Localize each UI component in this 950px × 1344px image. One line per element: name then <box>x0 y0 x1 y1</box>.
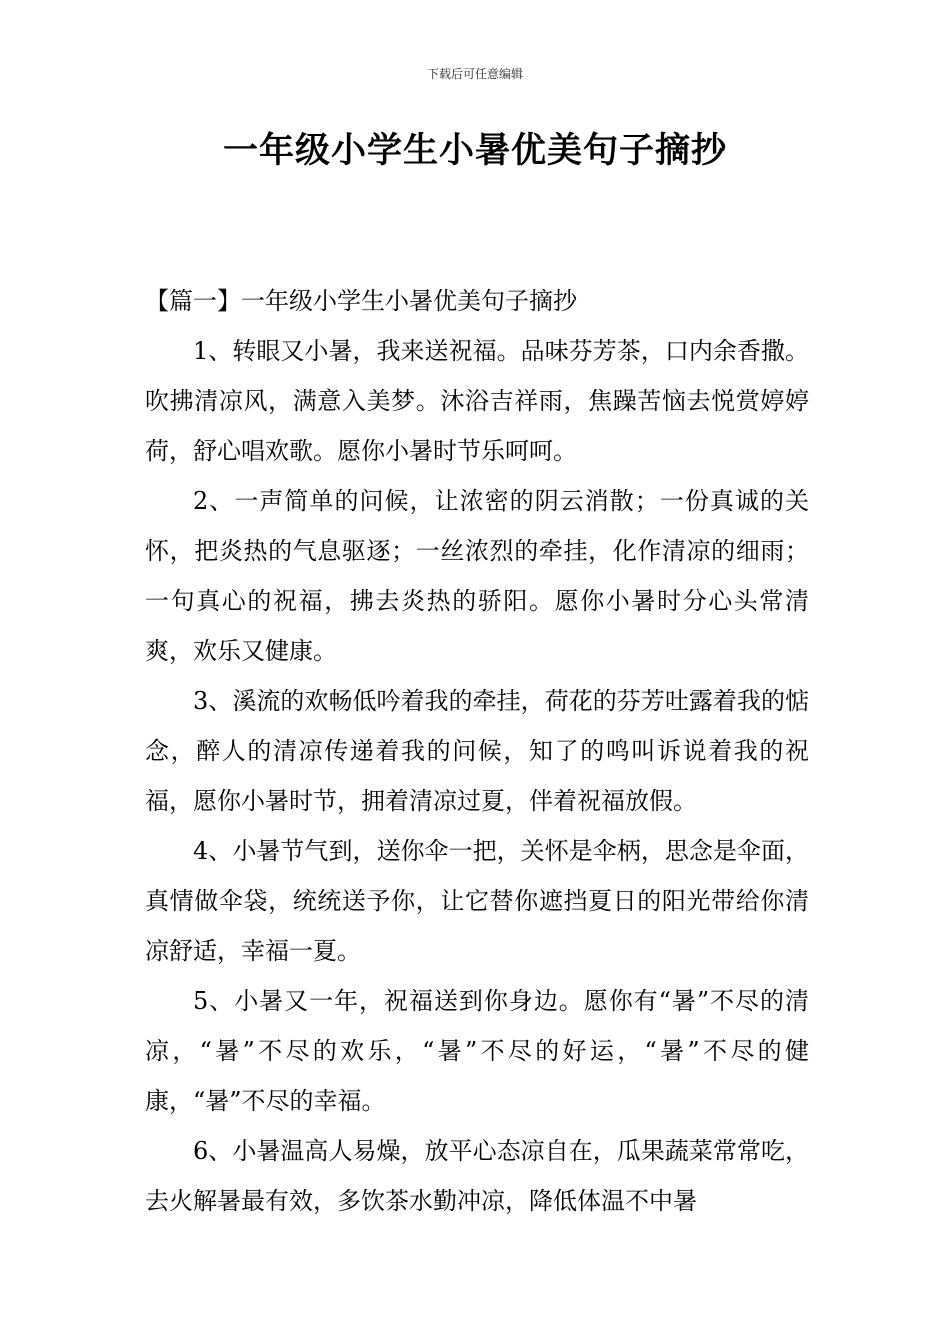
paragraph-3: 3、溪流的欢畅低吟着我的牵挂，荷花的芬芳吐露着我的惦念，醉人的清凉传递着我的问候，知了的鸣叫诉说着我的祝福，愿你小暑时节，拥着清凉过夏，伴着祝福放假。 <box>145 687 809 815</box>
paragraph-4: 4、小暑节气到，送你伞一把，关怀是伞柄，思念是伞面，真情做伞袋，统统送予你，让它替你遮挡夏日的阳光带给你清凉舒适，幸福一夏。 <box>145 837 809 965</box>
paragraph-1: 1、转眼又小暑，我来送祝福。品味芬芳茶，口内余香撒。吹拂清凉风，满意入美梦。沐浴吉祥雨，焦躁苦恼去悦赏婷婷荷，舒心唱欢歌。愿你小暑时节乐呵呵。 <box>145 337 809 465</box>
document-title: 一年级小学生小暑优美句子摘抄 <box>222 131 727 171</box>
section-heading: 【篇一】一年级小学生小暑优美句子摘抄 <box>145 287 577 315</box>
header-note: 下载后可任意编辑 <box>426 67 523 81</box>
paragraph-6: 6、小暑温高人易燥，放平心态凉自在，瓜果蔬菜常常吃，去火解暑最有效，多饮茶水勤冲凉，降低体温不中暑 <box>145 1137 809 1215</box>
paragraph-2: 2、一声简单的问候，让浓密的阴云消散；一份真诚的关怀，把炎热的气息驱逐；一丝浓烈的牵挂，化作清凉的细雨；一句真心的祝福，拂去炎热的骄阳。愿你小暑时分心头常清爽，欢乐又健康。 <box>145 487 809 665</box>
paragraph-5: 5、小暑又一年，祝福送到你身边。愿你有“暑”不尽的清凉，“暑”不尽的欢乐，“暑”不尽的好运，“暑”不尽的健康，“暑”不尽的幸福。 <box>145 987 809 1115</box>
document-body <box>145 276 809 1226</box>
